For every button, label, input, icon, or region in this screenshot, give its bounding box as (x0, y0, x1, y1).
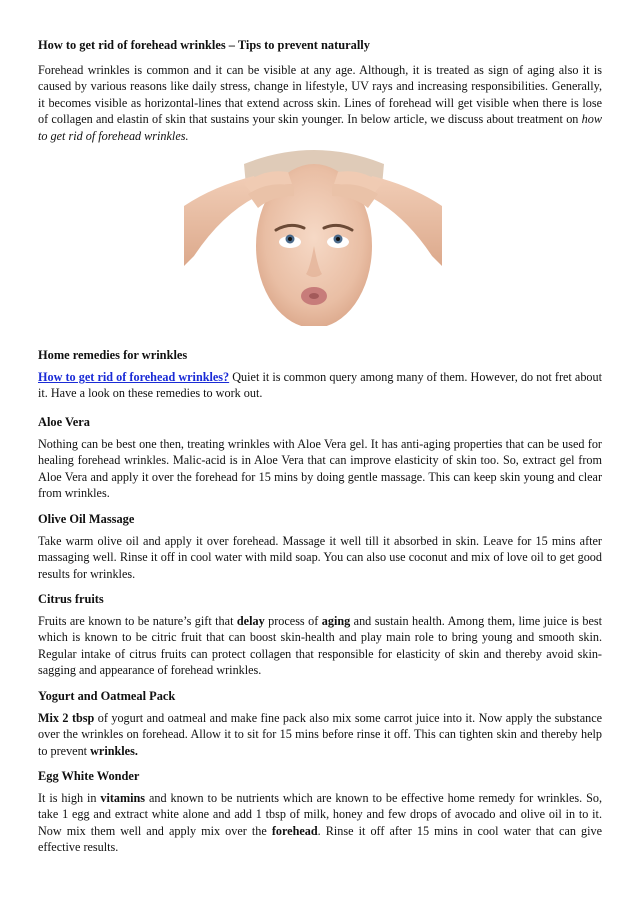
citrus-text-2: process of (264, 614, 322, 628)
face-photo (184, 146, 442, 326)
olive-paragraph: Take warm olive oil and apply it over forehead. Massage it well till it absorbed in skin. Leave for 15 mins after massaging well. Rinse it off in cool water with mild soap. You can also use coconut and mix of love oil to get good results for wrinkles. (38, 534, 602, 581)
egg-bold-forehead: forehead (271, 823, 318, 838)
forehead-wrinkles-link[interactable]: How to get rid of forehead wrinkles? (38, 370, 230, 384)
home-remedies-paragraph (38, 369, 602, 402)
intro-italic-text: how to get rid of forehead wrinkles. (38, 112, 602, 143)
citrus-paragraph (38, 613, 602, 679)
olive-heading: Olive Oil Massage (38, 512, 135, 526)
aloe-section (38, 415, 602, 502)
home-remedies-heading: Home remedies for wrinkles (38, 348, 188, 362)
article-title: How to get rid of forehead wrinkles – Tips to prevent naturally (38, 38, 370, 52)
home-remedies-section (38, 348, 602, 402)
citrus-text-1: Fruits are known to be nature’s gift that (38, 614, 237, 628)
citrus-heading: Citrus fruits (38, 592, 104, 606)
yogurt-heading: Yogurt and Oatmeal Pack (38, 689, 176, 703)
yogurt-section (38, 689, 602, 759)
egg-text-3: . Rinse it off after 15 mins in cool water that can give effective results. (38, 823, 603, 855)
citrus-bold-aging: aging (321, 614, 351, 628)
egg-section (38, 769, 602, 856)
yogurt-text: of yogurt and oatmeal and make fine pack also mix some carrot juice into it. Now apply the substance over the wrinkles on forehead. Allow it to sit for 15 mins before rinse it off. This can tighten skin and thereby help to prevent (38, 711, 603, 758)
intro-paragraph (38, 62, 602, 144)
aloe-heading: Aloe Vera (38, 415, 90, 429)
yogurt-bold-wrinkles: wrinkles. (90, 743, 138, 758)
aloe-paragraph: Nothing can be best one then, treating wrinkles with Aloe Vera gel. It has anti-aging properties that can be used for healing forehead wrinkles. Malic-acid is in Aloe Vera that can improve elasticity of skin too. So, extract gel from Aloe Vera and apply it over the forehead for 15 mins by doing gentle massage. This can keep skin young and clear from wrinkles. (38, 437, 602, 501)
citrus-text-3: and sustain health. Among them, lime juice is best which is known to be citric fruit that can boost skin-health and play main role to bring young and smooth skin. Regular intake of citrus fruits can protect collagen that responsible for elasticity of skin and thereby avoid skin-sagging and appearance of forehead wrinkles. (38, 614, 602, 678)
yogurt-paragraph (38, 710, 602, 759)
egg-paragraph (38, 790, 602, 856)
intro-text: Forehead wrinkles is common and it can be visible at any age. Although, it is treated as sign of aging also it is caused by various reasons like daily stress, change in lifestyle, UV rays and increasing responsibilities. Generally, it becomes visible as horizontal-lines that extend across skin. Lines of forehead will get visible when there is lose of collagen and elastin of skin that sustains your skin younger. In below article, we discuss about treatment on (38, 63, 602, 127)
intro-block (38, 62, 602, 144)
face-illustration (184, 146, 442, 326)
egg-bold-vitamins: vitamins (100, 791, 146, 805)
citrus-bold-delay: delay (236, 614, 265, 628)
citrus-section (38, 592, 602, 679)
olive-section (38, 512, 602, 582)
egg-text-2: and known to be nutrients which are known to be effective home remedy for wrinkles. So, take 1 egg and extract white alone and add 1 tbsp of milk, honey and few drops of avocado and olive oil in to it. Now mix them well and apply mix over the (38, 791, 602, 838)
egg-text-1: It is high in (38, 791, 101, 805)
egg-heading: Egg White Wonder (38, 769, 140, 783)
yogurt-bold-mix: Mix 2 tbsp (38, 711, 95, 725)
home-remedies-text: Quiet it is common query among many of them. However, do not fret about it. Have a look on these remedies to work out. (38, 370, 602, 401)
